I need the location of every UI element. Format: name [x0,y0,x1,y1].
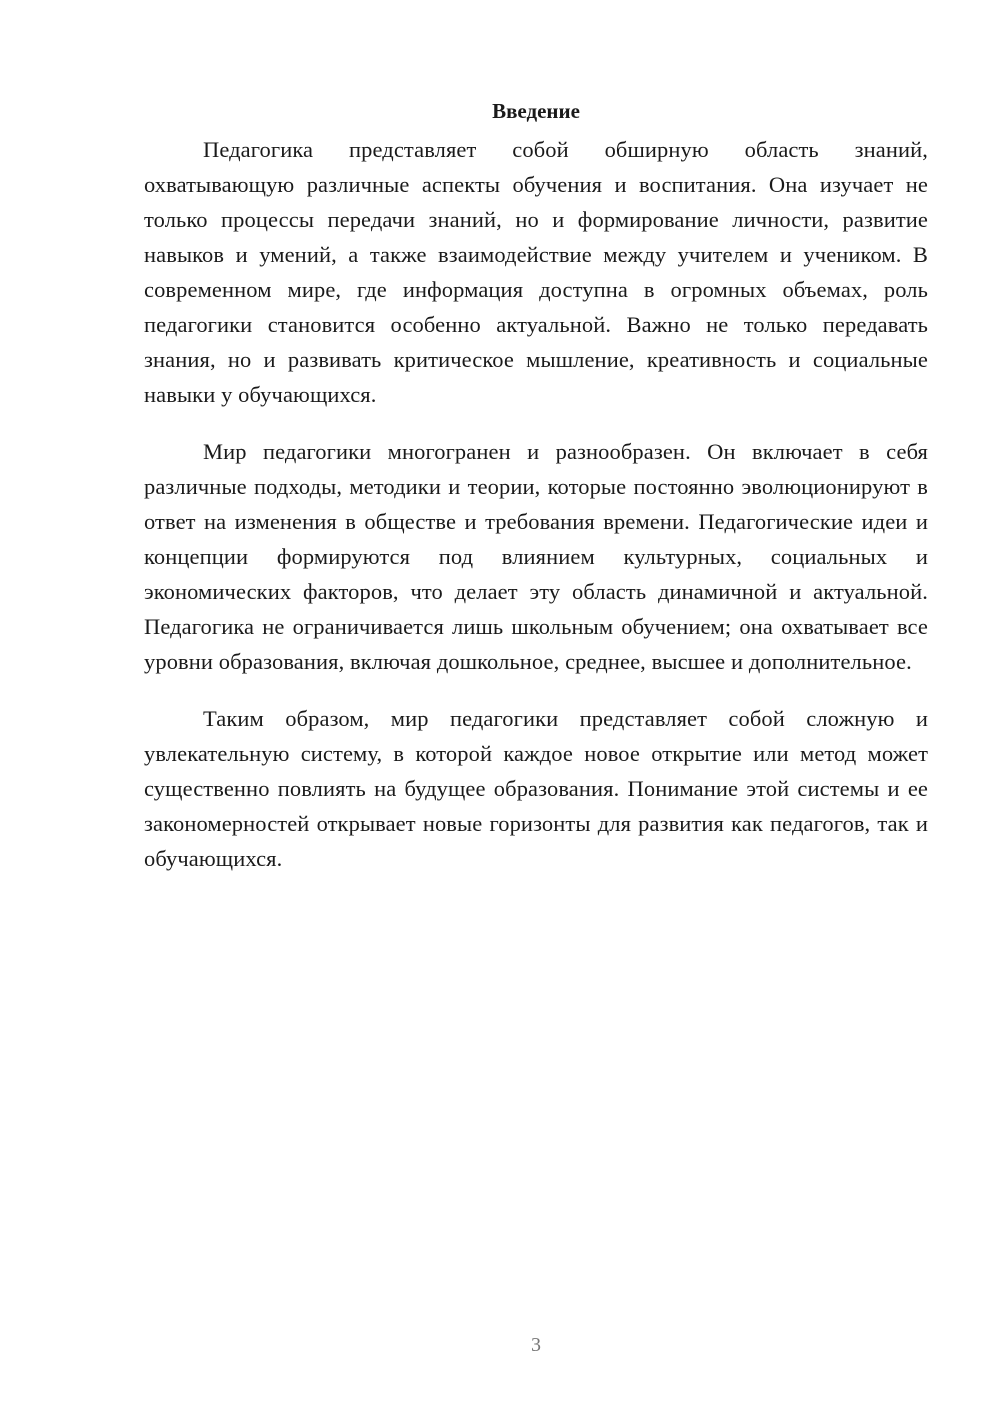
page-content [144,96,928,898]
page-number: 3 [531,1334,541,1356]
section-title: Введение [492,99,580,123]
paragraph-1: Педагогика представляет собой обширную область знаний, охватывающую различные аспекты обучения и воспитания. Она изучает не только процессы передачи знаний, но и формирование личности, развитие навыков и умений, а также взаимодействие между учителем и учеником. В современном мире, где информация доступна в огромных объемах, роль педагогики становится особенно актуальной. Важно не только передавать знания, но и развивать критическое мышление, креативность и социальные навыки у обучающихся. [144,137,928,407]
paragraph-3: Таким образом, мир педагогики представляет собой сложную и увлекательную систему, в которой каждое новое открытие или метод может существенно повлиять на будущее образования. Понимание этой системы и ее закономерностей открывает новые горизонты для развития как педагогов, так и обучающихся. [144,706,928,871]
paragraph-2: Мир педагогики многогранен и разнообразен. Он включает в себя различные подходы, методики и теории, которые постоянно эволюционируют в ответ на изменения в обществе и требования времени. Педагогические идеи и концепции формируются под влиянием культурных, социальных и экономических факторов, что делает эту область динамичной и актуальной. Педагогика не ограничивается лишь школьным обучением; она охватывает все уровни образования, включая дошкольное, среднее, высшее и дополнительное. [144,439,928,674]
